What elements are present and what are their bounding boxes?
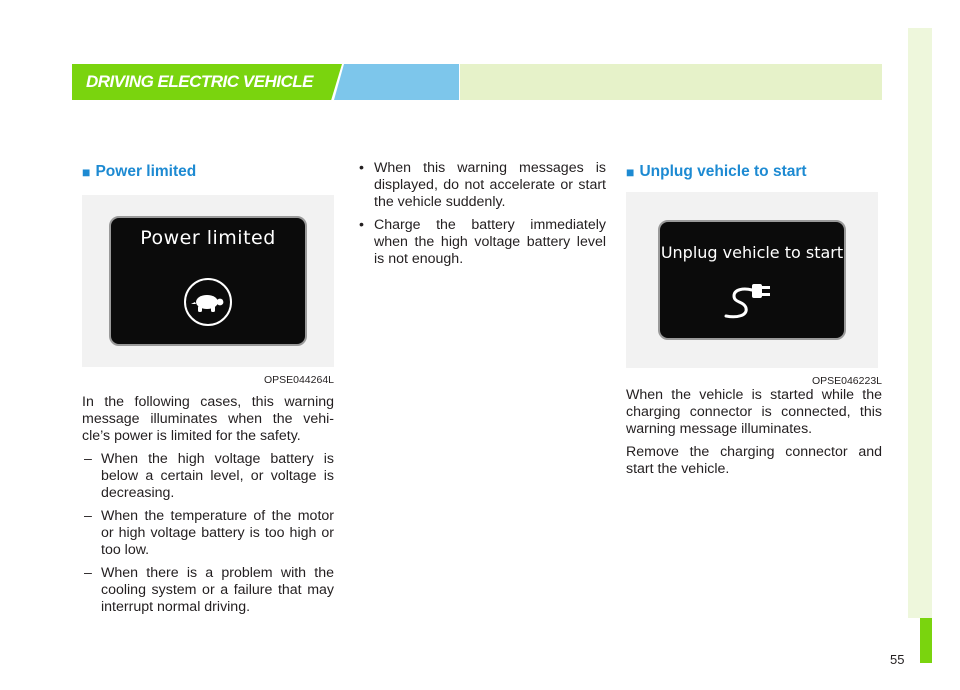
section-header-bar xyxy=(72,64,882,100)
display-message: Unplug vehicle to start xyxy=(660,243,844,262)
intro-paragraph: In the following cases, this warning message illuminates when the vehi-cle’s power is limited for the safety. xyxy=(82,394,334,444)
figure-code: OPSE046223L xyxy=(811,375,882,387)
list-item: – When the temperature of the motor or high voltage battery is too high or too low. xyxy=(82,508,334,559)
turtle-icon xyxy=(184,278,232,326)
list-item: – When the high voltage battery is below a certain level, or voltage is decreasing. xyxy=(82,451,334,502)
heading-square-icon: ■ xyxy=(82,164,91,180)
cluster-display xyxy=(109,216,307,346)
unplug-figure xyxy=(626,192,878,368)
heading-text: Unplug vehicle to start xyxy=(639,163,807,180)
charging-plug-icon xyxy=(722,278,786,322)
figure-code: OPSE044264L xyxy=(263,374,334,386)
heading-square-icon: ■ xyxy=(626,164,635,180)
chapter-title: DRIVING ELECTRIC VEHICLE xyxy=(86,72,313,91)
column-middle xyxy=(354,160,606,274)
list-item: • When this warning messages is displayed, do not accelerate or start the vehicle suddenly. xyxy=(354,160,606,211)
body-paragraph: Remove the charging connector and start the vehicle. xyxy=(626,444,882,477)
notes-list xyxy=(354,160,606,268)
page-number: 55 xyxy=(890,652,905,667)
power-limited-heading xyxy=(82,163,334,191)
header-light-segment xyxy=(460,64,882,100)
side-accent-tab xyxy=(920,618,932,663)
unplug-heading xyxy=(626,163,882,191)
cases-list xyxy=(82,451,334,616)
cluster-display xyxy=(658,220,846,340)
list-item: • Charge the battery immediately when the high voltage battery level is not enough. xyxy=(354,217,606,268)
power-limited-figure xyxy=(82,195,334,367)
display-message: Power limited xyxy=(140,227,276,249)
heading-text: Power limited xyxy=(95,163,197,180)
side-accent-strip xyxy=(908,28,932,618)
column-right xyxy=(626,160,882,484)
body-paragraph: When the vehicle is started while the charging connector is connected, this warning message illuminates. xyxy=(626,387,882,437)
column-left xyxy=(82,160,334,622)
header-blue-segment xyxy=(334,64,459,100)
list-item: – When there is a problem with the cooling system or a failure that may interrupt normal driving. xyxy=(82,565,334,616)
